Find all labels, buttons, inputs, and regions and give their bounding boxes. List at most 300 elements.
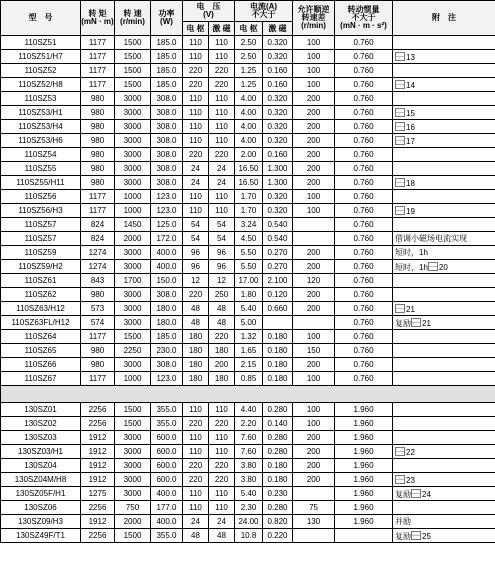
cell-power: 180.0 — [151, 316, 183, 330]
table-row — [1, 417, 495, 431]
cell-speed: 1450 — [115, 218, 151, 232]
cell-diff: 120 — [293, 274, 335, 288]
cell-v-arm: 180 — [183, 344, 209, 358]
cell-model: 110SZ59/H2 — [1, 260, 81, 274]
cell-power: 185.0 — [151, 64, 183, 78]
cell-speed: 3000 — [115, 473, 151, 487]
cell-inertia: 1.960 — [335, 501, 393, 515]
cell-torque: 980 — [81, 92, 115, 106]
cell-i-fld: 0.660 — [263, 302, 293, 316]
table-row — [1, 232, 495, 246]
cell-diff: 100 — [293, 190, 335, 204]
cell-diff: 200 — [293, 106, 335, 120]
cell-diff: 100 — [293, 36, 335, 50]
cell-model: 110SZ64 — [1, 330, 81, 344]
cell-speed: 3000 — [115, 260, 151, 274]
cell-i-fld: 0.160 — [263, 148, 293, 162]
cell-torque: 1912 — [81, 431, 115, 445]
cell-i-fld: 0.220 — [263, 529, 293, 543]
header-current-field: 激 磁 — [263, 22, 293, 36]
cell-note — [393, 417, 495, 431]
cell-speed: 1500 — [115, 529, 151, 543]
cell-diff: 100 — [293, 78, 335, 92]
cell-i-arm: 7.60 — [235, 445, 263, 459]
cell-i-fld: 0.320 — [263, 204, 293, 218]
figure-ref-icon — [395, 475, 405, 484]
cell-inertia: 0.760 — [335, 204, 393, 218]
cell-power: 600.0 — [151, 431, 183, 445]
figure-ref-icon — [395, 206, 405, 215]
cell-note — [393, 515, 495, 529]
note-text: 并励 — [395, 516, 412, 526]
cell-note — [393, 106, 495, 120]
cell-speed: 1500 — [115, 64, 151, 78]
separator-cell — [1, 386, 495, 403]
cell-model: 130SZ01 — [1, 403, 81, 417]
figure-number: 21 — [406, 304, 415, 314]
cell-v-arm: 180 — [183, 372, 209, 386]
cell-i-arm: 10.8 — [235, 529, 263, 543]
cell-v-arm: 180 — [183, 358, 209, 372]
cell-inertia: 1.960 — [335, 487, 393, 501]
cell-speed: 1500 — [115, 417, 151, 431]
cell-note — [393, 302, 495, 316]
cell-note — [393, 204, 495, 218]
cell-power: 355.0 — [151, 417, 183, 431]
cell-torque: 1274 — [81, 246, 115, 260]
cell-model: 110SZ66 — [1, 358, 81, 372]
cell-power: 123.0 — [151, 204, 183, 218]
cell-inertia: 0.760 — [335, 330, 393, 344]
cell-diff: 200 — [293, 92, 335, 106]
cell-power: 400.0 — [151, 246, 183, 260]
table-row — [1, 344, 495, 358]
cell-i-fld: 0.320 — [263, 190, 293, 204]
cell-note — [393, 330, 495, 344]
cell-inertia: 1.960 — [335, 403, 393, 417]
cell-i-fld: 0.320 — [263, 36, 293, 50]
cell-power: 400.0 — [151, 260, 183, 274]
table-row — [1, 515, 495, 529]
cell-v-fld: 200 — [209, 358, 235, 372]
cell-v-arm: 12 — [183, 274, 209, 288]
cell-v-arm: 220 — [183, 288, 209, 302]
cell-torque: 980 — [81, 358, 115, 372]
cell-model: 110SZ57 — [1, 232, 81, 246]
figure-ref-icon — [395, 80, 405, 89]
table-row — [1, 204, 495, 218]
table-row — [1, 78, 495, 92]
cell-i-fld: 0.180 — [263, 344, 293, 358]
cell-inertia — [335, 529, 393, 543]
cell-i-arm: 3.80 — [235, 459, 263, 473]
cell-v-fld: 12 — [209, 274, 235, 288]
cell-i-arm: 5.40 — [235, 487, 263, 501]
cell-v-arm: 54 — [183, 218, 209, 232]
cell-v-fld: 220 — [209, 330, 235, 344]
cell-i-fld: 0.820 — [263, 515, 293, 529]
cell-torque: 1912 — [81, 459, 115, 473]
cell-power: 172.0 — [151, 232, 183, 246]
cell-speed: 3000 — [115, 358, 151, 372]
cell-model: 130SZ49F/T1 — [1, 529, 81, 543]
cell-torque: 1274 — [81, 260, 115, 274]
cell-speed: 3000 — [115, 431, 151, 445]
table-row — [1, 372, 495, 386]
cell-inertia: 0.760 — [335, 78, 393, 92]
header-torque — [81, 1, 115, 36]
cell-model: 110SZ53/H4 — [1, 120, 81, 134]
header-power — [151, 1, 183, 36]
cell-v-fld: 110 — [209, 445, 235, 459]
cell-i-arm: 4.00 — [235, 92, 263, 106]
cell-i-arm: 17.00 — [235, 274, 263, 288]
cell-i-fld: 0.320 — [263, 92, 293, 106]
cell-i-arm: 2.20 — [235, 417, 263, 431]
cell-i-fld: 0.160 — [263, 78, 293, 92]
cell-v-fld: 110 — [209, 106, 235, 120]
table-row — [1, 246, 495, 260]
cell-i-fld: 0.280 — [263, 431, 293, 445]
figure-ref-icon — [395, 52, 405, 61]
cell-model: 110SZ55 — [1, 162, 81, 176]
table-row — [1, 431, 495, 445]
figure-number: 16 — [406, 122, 415, 132]
cell-inertia: 0.760 — [335, 36, 393, 50]
cell-note — [393, 431, 495, 445]
cell-v-fld: 24 — [209, 176, 235, 190]
cell-speed: 1000 — [115, 372, 151, 386]
cell-v-arm: 110 — [183, 190, 209, 204]
table-row — [1, 445, 495, 459]
table-header — [1, 1, 495, 36]
cell-model: 130SZ02 — [1, 417, 81, 431]
cell-i-arm: 1.32 — [235, 330, 263, 344]
cell-speed: 3000 — [115, 288, 151, 302]
cell-model: 110SZ63/H12 — [1, 302, 81, 316]
cell-inertia: 0.760 — [335, 92, 393, 106]
cell-power: 308.0 — [151, 92, 183, 106]
cell-v-arm: 220 — [183, 417, 209, 431]
cell-v-arm: 96 — [183, 246, 209, 260]
cell-v-arm: 24 — [183, 162, 209, 176]
cell-speed: 3000 — [115, 120, 151, 134]
cell-note — [393, 274, 495, 288]
cell-i-arm: 4.00 — [235, 106, 263, 120]
cell-note — [393, 78, 495, 92]
table-row — [1, 218, 495, 232]
cell-i-fld: 0.180 — [263, 372, 293, 386]
cell-diff — [293, 218, 335, 232]
cell-inertia: 1.960 — [335, 417, 393, 431]
header-speed-text: 转 速 (r/min) — [120, 9, 145, 26]
cell-v-arm: 110 — [183, 501, 209, 515]
cell-torque: 980 — [81, 134, 115, 148]
cell-model: 110SZ59 — [1, 246, 81, 260]
cell-diff — [293, 487, 335, 501]
cell-diff: 100 — [293, 64, 335, 78]
cell-v-arm: 110 — [183, 403, 209, 417]
cell-inertia: 0.760 — [335, 134, 393, 148]
cell-v-arm: 110 — [183, 106, 209, 120]
cell-i-arm: 4.40 — [235, 403, 263, 417]
cell-diff: 200 — [293, 134, 335, 148]
figure-ref-icon — [395, 304, 405, 313]
cell-diff: 200 — [293, 260, 335, 274]
cell-note — [393, 190, 495, 204]
cell-speed: 3000 — [115, 106, 151, 120]
cell-model: 110SZ67 — [1, 372, 81, 386]
cell-v-fld: 96 — [209, 260, 235, 274]
cell-v-fld: 110 — [209, 431, 235, 445]
cell-i-arm: 5.50 — [235, 246, 263, 260]
cell-v-arm: 110 — [183, 445, 209, 459]
cell-power: 123.0 — [151, 372, 183, 386]
cell-diff: 200 — [293, 162, 335, 176]
cell-note — [393, 459, 495, 473]
figure-number: 13 — [406, 52, 415, 62]
cell-power: 400.0 — [151, 487, 183, 501]
cell-note — [393, 473, 495, 487]
cell-inertia: 0.760 — [335, 316, 393, 330]
table-row — [1, 459, 495, 473]
cell-model: 130SZ03 — [1, 431, 81, 445]
cell-speed: 2000 — [115, 232, 151, 246]
cell-v-arm: 110 — [183, 431, 209, 445]
cell-v-fld: 24 — [209, 515, 235, 529]
cell-torque: 980 — [81, 148, 115, 162]
section-separator — [1, 386, 495, 403]
cell-v-fld: 220 — [209, 64, 235, 78]
cell-v-fld: 110 — [209, 50, 235, 64]
cell-i-arm: 5.00 — [235, 316, 263, 330]
cell-torque: 980 — [81, 288, 115, 302]
note-text: 短时，1h — [395, 247, 428, 257]
cell-torque: 1177 — [81, 64, 115, 78]
cell-model: 130SZ04 — [1, 459, 81, 473]
cell-note — [393, 344, 495, 358]
cell-inertia: 0.760 — [335, 274, 393, 288]
cell-speed: 1500 — [115, 330, 151, 344]
cell-diff: 200 — [293, 473, 335, 487]
cell-i-arm: 16.50 — [235, 176, 263, 190]
cell-power: 308.0 — [151, 162, 183, 176]
figure-number: 22 — [406, 447, 415, 457]
cell-i-fld: 0.270 — [263, 260, 293, 274]
cell-i-fld: 0.280 — [263, 501, 293, 515]
cell-v-arm: 220 — [183, 459, 209, 473]
cell-speed: 3000 — [115, 246, 151, 260]
cell-i-arm: 24.00 — [235, 515, 263, 529]
cell-speed: 3000 — [115, 162, 151, 176]
header-note: 附 注 — [393, 1, 495, 36]
header-diff-text: 允许顺逆 转速差 (r/min) — [297, 5, 330, 30]
table-row — [1, 260, 495, 274]
cell-model: 110SZ54 — [1, 148, 81, 162]
table-row — [1, 148, 495, 162]
header-voltage-field: 激 磁 — [209, 22, 235, 36]
cell-note — [393, 218, 495, 232]
figure-number: 18 — [406, 178, 415, 188]
cell-i-arm: 2.15 — [235, 358, 263, 372]
cell-model: 110SZ63FL/H12 — [1, 316, 81, 330]
cell-model: 110SZ52/H8 — [1, 78, 81, 92]
cell-inertia: 0.760 — [335, 218, 393, 232]
cell-note — [393, 232, 495, 246]
cell-power: 125.0 — [151, 218, 183, 232]
cell-i-fld: 0.320 — [263, 106, 293, 120]
cell-speed: 3000 — [115, 302, 151, 316]
cell-i-fld: 0.140 — [263, 417, 293, 431]
cell-note — [393, 403, 495, 417]
cell-speed: 3000 — [115, 134, 151, 148]
cell-i-arm: 2.30 — [235, 501, 263, 515]
cell-model: 110SZ65 — [1, 344, 81, 358]
cell-torque: 1275 — [81, 487, 115, 501]
cell-i-arm: 7.60 — [235, 431, 263, 445]
cell-power: 308.0 — [151, 148, 183, 162]
cell-torque: 573 — [81, 302, 115, 316]
cell-note — [393, 445, 495, 459]
cell-note — [393, 162, 495, 176]
table-row — [1, 288, 495, 302]
cell-model: 110SZ62 — [1, 288, 81, 302]
table-row — [1, 274, 495, 288]
header-voltage — [183, 1, 235, 22]
cell-i-arm: 4.00 — [235, 134, 263, 148]
cell-i-fld: 0.230 — [263, 487, 293, 501]
cell-note — [393, 148, 495, 162]
note-text: 复励 — [395, 531, 412, 541]
cell-v-arm: 110 — [183, 134, 209, 148]
cell-v-fld: 24 — [209, 162, 235, 176]
table-row — [1, 302, 495, 316]
cell-diff: 200 — [293, 358, 335, 372]
note-text: 复励 — [395, 318, 412, 328]
cell-torque: 980 — [81, 106, 115, 120]
cell-v-fld: 110 — [209, 204, 235, 218]
cell-power: 230.0 — [151, 344, 183, 358]
cell-speed: 3000 — [115, 176, 151, 190]
figure-number: 20 — [438, 262, 448, 272]
cell-model: 110SZ52 — [1, 64, 81, 78]
cell-inertia: 1.960 — [335, 431, 393, 445]
table-row — [1, 358, 495, 372]
cell-v-arm: 24 — [183, 176, 209, 190]
cell-i-arm: 1.25 — [235, 64, 263, 78]
cell-v-fld: 54 — [209, 218, 235, 232]
table-row — [1, 162, 495, 176]
cell-v-fld: 110 — [209, 190, 235, 204]
cell-torque: 1177 — [81, 204, 115, 218]
table-row — [1, 50, 495, 64]
cell-i-fld: 0.270 — [263, 246, 293, 260]
cell-i-fld: 2.100 — [263, 274, 293, 288]
cell-torque: 1912 — [81, 473, 115, 487]
cell-note — [393, 316, 495, 330]
cell-v-fld: 110 — [209, 487, 235, 501]
cell-diff: 200 — [293, 120, 335, 134]
cell-diff: 200 — [293, 302, 335, 316]
figure-ref-icon — [395, 136, 405, 145]
cell-power: 308.0 — [151, 176, 183, 190]
cell-v-arm: 110 — [183, 92, 209, 106]
cell-torque: 2256 — [81, 403, 115, 417]
cell-power: 185.0 — [151, 36, 183, 50]
cell-v-arm: 110 — [183, 50, 209, 64]
cell-v-arm: 220 — [183, 473, 209, 487]
cell-i-arm: 3.24 — [235, 218, 263, 232]
cell-torque: 1177 — [81, 36, 115, 50]
cell-model: 130SZ05F/H1 — [1, 487, 81, 501]
cell-v-fld: 180 — [209, 344, 235, 358]
cell-i-fld: 0.120 — [263, 288, 293, 302]
cell-v-fld: 110 — [209, 36, 235, 50]
cell-power: 355.0 — [151, 403, 183, 417]
header-current-armature: 电 枢 — [235, 22, 263, 36]
cell-i-arm: 4.00 — [235, 120, 263, 134]
cell-torque: 2256 — [81, 529, 115, 543]
table-row — [1, 190, 495, 204]
cell-torque: 980 — [81, 344, 115, 358]
cell-i-arm: 16.50 — [235, 162, 263, 176]
cell-diff: 200 — [293, 176, 335, 190]
cell-inertia: 0.760 — [335, 232, 393, 246]
cell-model: 110SZ55/H11 — [1, 176, 81, 190]
cell-v-fld: 110 — [209, 120, 235, 134]
cell-v-fld: 96 — [209, 246, 235, 260]
cell-inertia: 0.760 — [335, 190, 393, 204]
cell-v-arm: 110 — [183, 120, 209, 134]
cell-power: 308.0 — [151, 358, 183, 372]
table-row — [1, 120, 495, 134]
cell-speed: 1500 — [115, 36, 151, 50]
cell-inertia: 0.760 — [335, 288, 393, 302]
cell-inertia: 1.960 — [335, 445, 393, 459]
cell-power: 355.0 — [151, 529, 183, 543]
cell-speed: 750 — [115, 501, 151, 515]
cell-inertia: 1.960 — [335, 459, 393, 473]
cell-power: 185.0 — [151, 50, 183, 64]
table-body — [1, 36, 495, 543]
figure-number: 23 — [406, 475, 415, 485]
cell-i-arm: 4.50 — [235, 232, 263, 246]
cell-power: 150.0 — [151, 274, 183, 288]
table-row — [1, 36, 495, 50]
cell-torque: 1177 — [81, 190, 115, 204]
cell-inertia: 0.760 — [335, 106, 393, 120]
table-row — [1, 64, 495, 78]
figure-number: 25 — [422, 531, 431, 541]
figure-ref-icon — [411, 489, 421, 498]
cell-power: 177.0 — [151, 501, 183, 515]
cell-torque: 2256 — [81, 501, 115, 515]
cell-v-fld: 110 — [209, 403, 235, 417]
cell-speed: 3000 — [115, 487, 151, 501]
note-text: 短时，1h — [395, 262, 428, 272]
figure-number: 15 — [406, 108, 415, 118]
cell-power: 600.0 — [151, 445, 183, 459]
cell-v-fld: 110 — [209, 501, 235, 515]
cell-note — [393, 372, 495, 386]
cell-i-fld: 1.300 — [263, 162, 293, 176]
table-row — [1, 529, 495, 543]
cell-i-arm: 5.40 — [235, 302, 263, 316]
cell-model: 130SZ04M/H8 — [1, 473, 81, 487]
table-row — [1, 92, 495, 106]
cell-v-fld: 220 — [209, 473, 235, 487]
figure-number: 17 — [406, 136, 415, 146]
